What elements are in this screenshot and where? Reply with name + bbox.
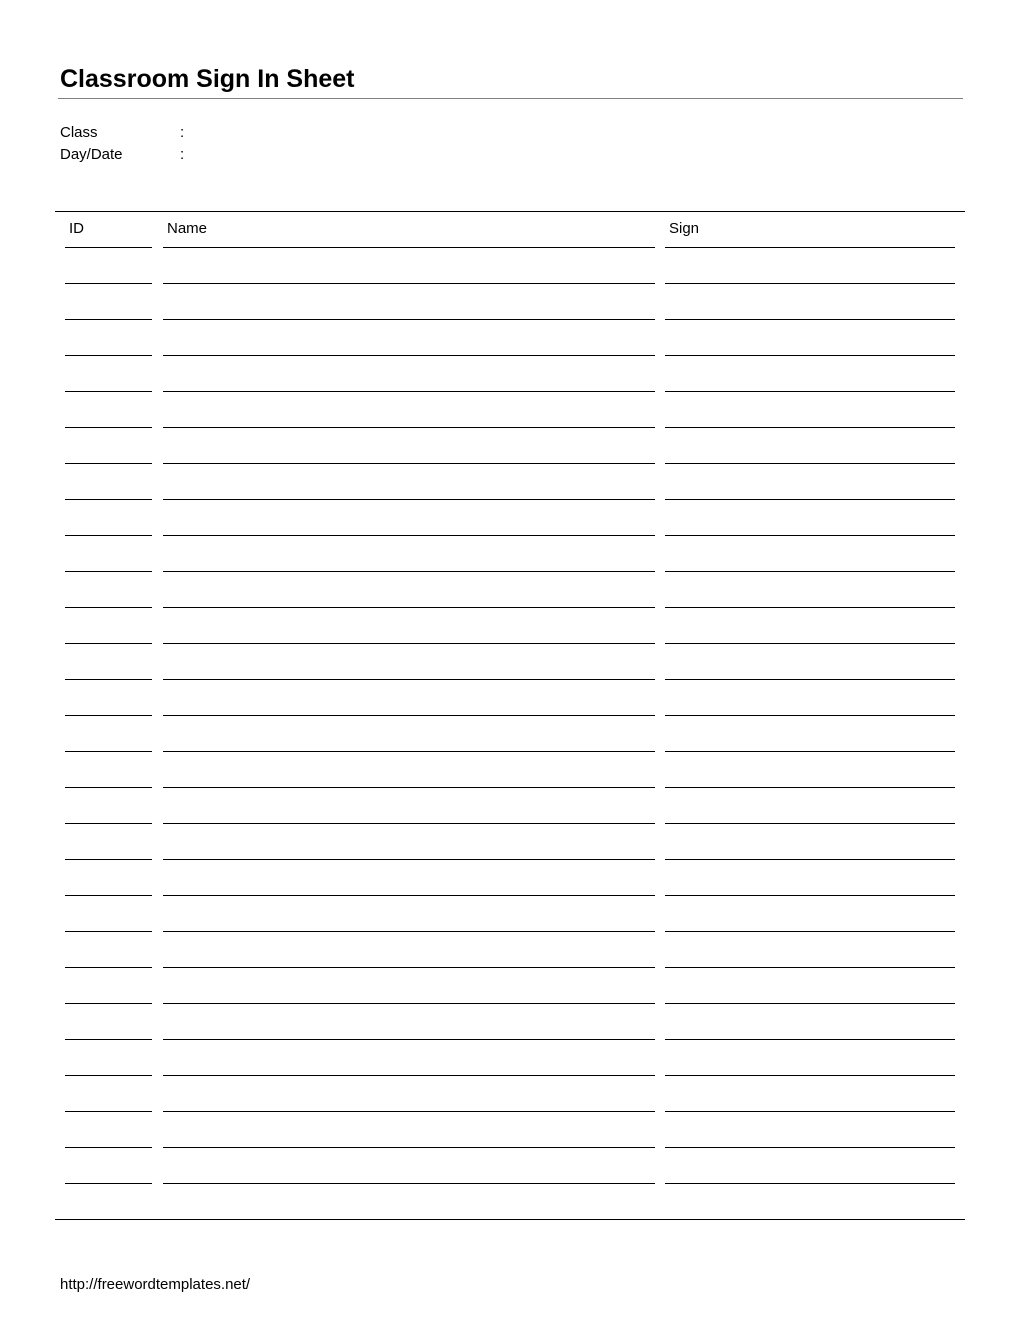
entry-line-name[interactable] (163, 535, 655, 536)
entry-line-name[interactable] (163, 967, 655, 968)
entry-line-sign[interactable] (665, 571, 955, 572)
entry-line-sign[interactable] (665, 427, 955, 428)
entry-line-id[interactable] (65, 463, 152, 464)
entry-line-id[interactable] (65, 751, 152, 752)
header-underline-name (163, 247, 655, 248)
entry-line-name[interactable] (163, 787, 655, 788)
entry-line-name[interactable] (163, 1075, 655, 1076)
entry-line-sign[interactable] (665, 715, 955, 716)
entry-line-name[interactable] (163, 427, 655, 428)
entry-line-sign[interactable] (665, 1147, 955, 1148)
entry-line-name[interactable] (163, 859, 655, 860)
entry-line-sign[interactable] (665, 499, 955, 500)
table-top-rule (55, 211, 965, 212)
entry-line-sign[interactable] (665, 1075, 955, 1076)
day-date-field (60, 145, 184, 165)
entry-line-name[interactable] (163, 931, 655, 932)
entry-line-id[interactable] (65, 1111, 152, 1112)
entry-line-id[interactable] (65, 967, 152, 968)
entry-line-sign[interactable] (665, 1111, 955, 1112)
entry-line-id[interactable] (65, 283, 152, 284)
entry-line-name[interactable] (163, 895, 655, 896)
entry-line-name[interactable] (163, 751, 655, 752)
entry-line-sign[interactable] (665, 787, 955, 788)
entry-line-name[interactable] (163, 283, 655, 284)
entry-line-id[interactable] (65, 679, 152, 680)
entry-line-id[interactable] (65, 319, 152, 320)
entry-line-id[interactable] (65, 1075, 152, 1076)
entry-line-name[interactable] (163, 319, 655, 320)
entry-line-name[interactable] (163, 355, 655, 356)
entry-line-name[interactable] (163, 1111, 655, 1112)
entry-line-id[interactable] (65, 355, 152, 356)
entry-line-sign[interactable] (665, 391, 955, 392)
entry-line-id[interactable] (65, 823, 152, 824)
entry-line-id[interactable] (65, 499, 152, 500)
entry-line-name[interactable] (163, 715, 655, 716)
entry-line-id[interactable] (65, 1183, 152, 1184)
entry-line-sign[interactable] (665, 859, 955, 860)
class-label: Class (60, 124, 98, 141)
entry-line-name[interactable] (163, 679, 655, 680)
entry-line-id[interactable] (65, 535, 152, 536)
entry-line-id[interactable] (65, 931, 152, 932)
entry-line-sign[interactable] (665, 643, 955, 644)
entry-line-sign[interactable] (665, 535, 955, 536)
entry-line-sign[interactable] (665, 751, 955, 752)
entry-line-name[interactable] (163, 391, 655, 392)
page-title: Classroom Sign In Sheet (60, 65, 355, 93)
entry-line-id[interactable] (65, 715, 152, 716)
entry-line-name[interactable] (163, 823, 655, 824)
entry-line-id[interactable] (65, 1039, 152, 1040)
entry-line-id[interactable] (65, 391, 152, 392)
class-separator: : (180, 124, 185, 141)
entry-line-name[interactable] (163, 643, 655, 644)
entry-line-id[interactable] (65, 607, 152, 608)
entry-line-sign[interactable] (665, 283, 955, 284)
entry-line-sign[interactable] (665, 679, 955, 680)
entry-line-name[interactable] (163, 463, 655, 464)
entry-line-name[interactable] (163, 607, 655, 608)
entry-line-sign[interactable] (665, 823, 955, 824)
entry-line-sign[interactable] (665, 1183, 955, 1184)
entry-line-sign[interactable] (665, 931, 955, 932)
entry-line-id[interactable] (65, 1003, 152, 1004)
entry-line-sign[interactable] (665, 1003, 955, 1004)
day-date-separator: : (180, 146, 185, 163)
entry-line-id[interactable] (65, 1147, 152, 1148)
entry-line-id[interactable] (65, 895, 152, 896)
day-date-label: Day/Date (60, 146, 123, 163)
table-bottom-rule (55, 1219, 965, 1220)
entry-line-sign[interactable] (665, 607, 955, 608)
entry-line-name[interactable] (163, 1039, 655, 1040)
column-header-sign: Sign (669, 220, 700, 237)
entry-line-id[interactable] (65, 571, 152, 572)
entry-line-sign[interactable] (665, 355, 955, 356)
entry-line-name[interactable] (163, 1183, 655, 1184)
entry-line-sign[interactable] (665, 1039, 955, 1040)
entry-line-sign[interactable] (665, 319, 955, 320)
title-divider (58, 98, 963, 99)
entry-line-name[interactable] (163, 571, 655, 572)
column-header-name: Name (167, 220, 208, 237)
header-underline-id (65, 247, 152, 248)
entry-line-sign[interactable] (665, 967, 955, 968)
entry-line-sign[interactable] (665, 895, 955, 896)
class-field (60, 123, 184, 143)
entry-line-name[interactable] (163, 499, 655, 500)
entry-line-id[interactable] (65, 643, 152, 644)
entry-line-id[interactable] (65, 427, 152, 428)
footer-link[interactable]: http://freewordtemplates.net/ (60, 1276, 251, 1293)
entry-line-sign[interactable] (665, 463, 955, 464)
entry-line-name[interactable] (163, 1147, 655, 1148)
entry-line-id[interactable] (65, 787, 152, 788)
column-header-id: ID (69, 220, 84, 237)
header-underline-sign (665, 247, 955, 248)
entry-line-id[interactable] (65, 859, 152, 860)
entry-line-name[interactable] (163, 1003, 655, 1004)
